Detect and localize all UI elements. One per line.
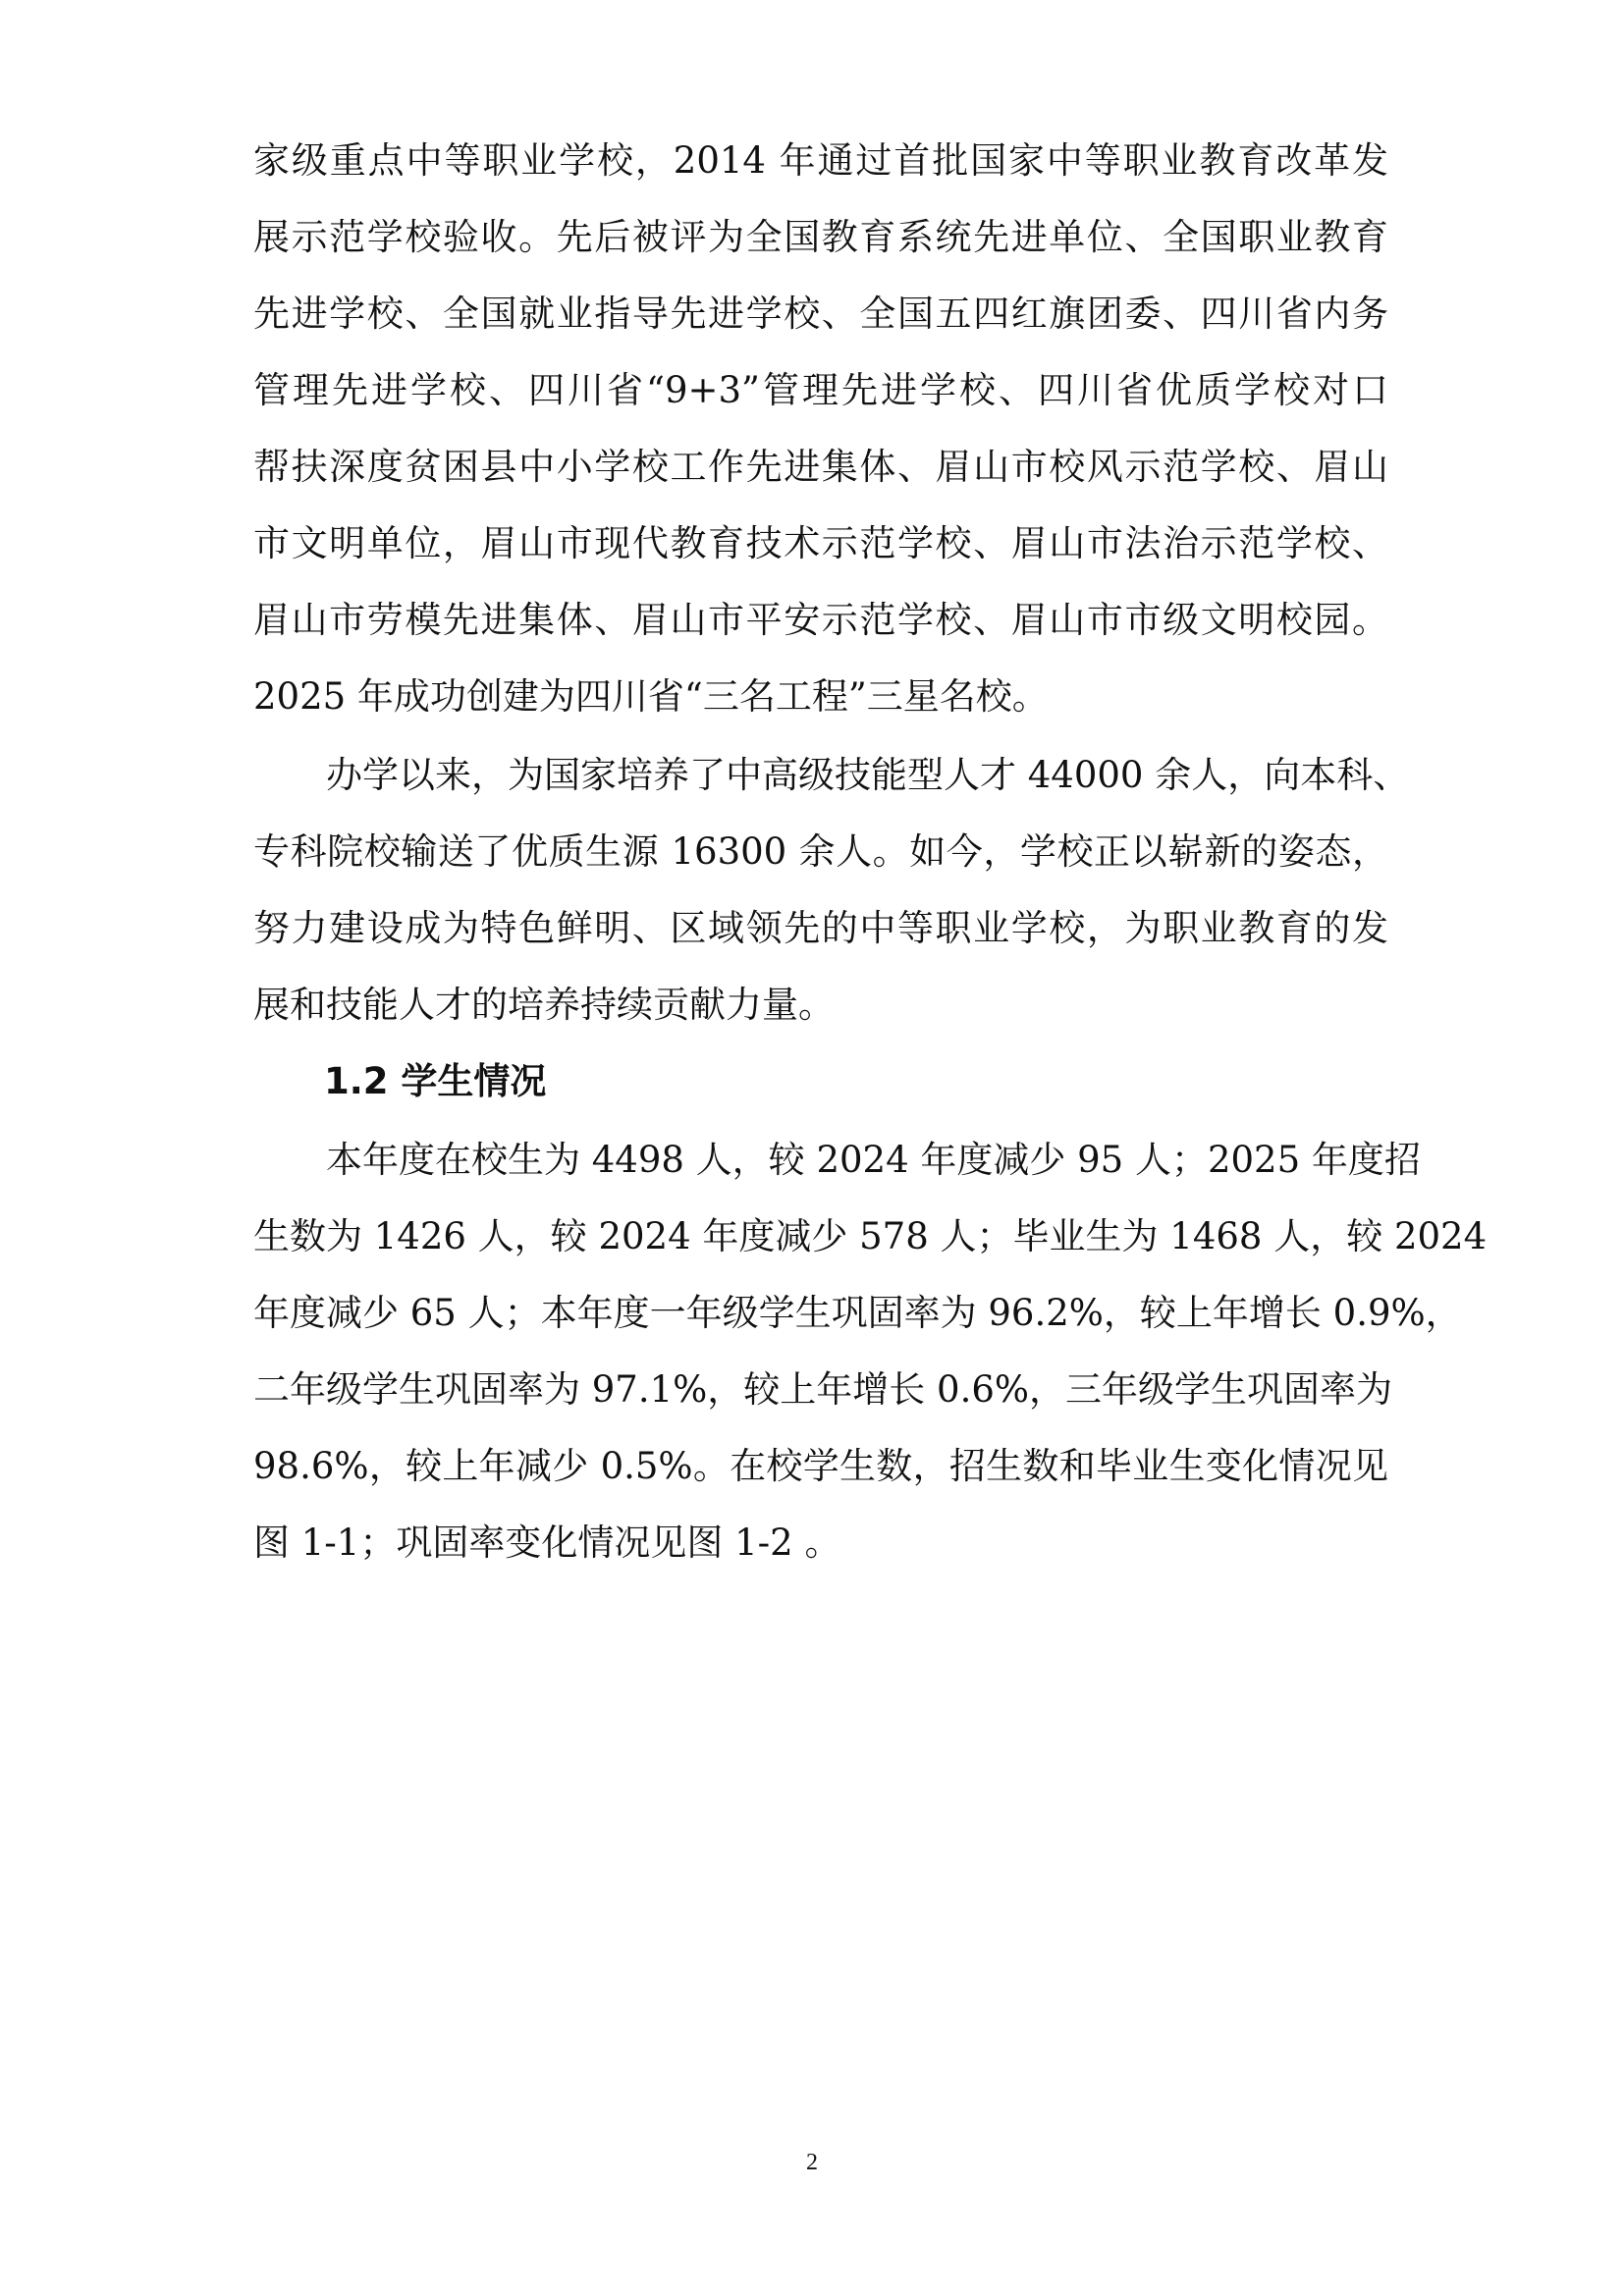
page-number: 2 (806, 2150, 818, 2175)
paragraph-line: 办学以来，为国家培养了中高级技能型人才 44000 余人，向本科、 (326, 754, 1410, 796)
paragraph-line: 眉山市劳模先进集体、眉山市平安示范学校、眉山市市级文明校园。 (253, 599, 1388, 641)
paragraph-line: 先进学校、全国就业指导先进学校、全国五四红旗团委、四川省内务 (253, 293, 1388, 335)
paragraph-line: 98.6%，较上年减少 0.5%。在校学生数，招生数和毕业生变化情况见 (253, 1445, 1388, 1487)
paragraph-line: 图 1-1；巩固率变化情况见图 1-2 。 (253, 1522, 841, 1564)
section-heading: 1.2 学生情况 (324, 1060, 547, 1102)
paragraph-line: 家级重点中等职业学校，2014 年通过首批国家中等职业教育改革发 (253, 139, 1388, 182)
paragraph-line: 2025 年成功创建为四川省“三名工程”三星名校。 (253, 675, 1049, 718)
paragraph-line: 二年级学生巩固率为 97.1%，较上年增长 0.6%，三年级学生巩固率为 (253, 1368, 1393, 1411)
paragraph-line: 市文明单位，眉山市现代教育技术示范学校、眉山市法治示范学校、 (253, 522, 1388, 564)
paragraph-line: 管理先进学校、四川省“9+3”管理先进学校、四川省优质学校对口 (253, 369, 1388, 411)
paragraph-line: 努力建设成为特色鲜明、区域领先的中等职业学校，为职业教育的发 (253, 907, 1388, 949)
paragraph-line: 生数为 1426 人，较 2024 年度减少 578 人；毕业生为 1468 人，较 2024 (253, 1215, 1488, 1257)
paragraph-line: 年度减少 65 人；本年度一年级学生巩固率为 96.2%，较上年增长 0.9%， (253, 1292, 1462, 1334)
paragraph-line: 展和技能人才的培养持续贡献力量。 (253, 984, 835, 1026)
paragraph-line: 本年度在校生为 4498 人，较 2024 年度减少 95 人；2025 年度招 (326, 1139, 1421, 1181)
paragraph-line: 帮扶深度贫困县中小学校工作先进集体、眉山市校风示范学校、眉山 (253, 446, 1388, 488)
paragraph-line: 展示范学校验收。先后被评为全国教育系统先进单位、全国职业教育 (253, 216, 1388, 258)
paragraph-line: 专科院校输送了优质生源 16300 余人。如今，学校正以崭新的姿态， (253, 830, 1388, 873)
